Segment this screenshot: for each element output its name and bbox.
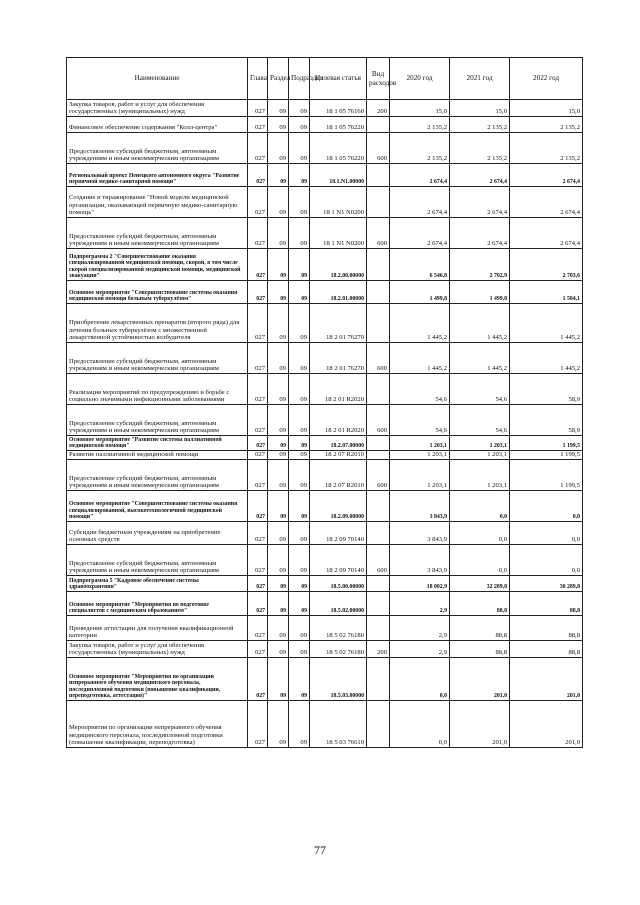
cell-name: Региональный проект Ненецкого автономного округа "Развитие первичной медико-санитарной помощи" xyxy=(67,164,248,187)
header-statya: Целевая статья xyxy=(310,58,367,100)
cell-2021: 1 445,2 xyxy=(450,343,510,374)
table-row xyxy=(67,281,583,304)
cell-vid xyxy=(367,616,390,641)
cell-razdel: 09 xyxy=(268,576,289,592)
cell-2020: 6 546,8 xyxy=(390,249,450,281)
cell-vid xyxy=(367,187,390,218)
cell-podrazdel: 09 xyxy=(289,133,310,164)
table-row xyxy=(67,460,583,491)
table-row xyxy=(67,491,583,522)
cell-glava: 027 xyxy=(248,343,268,374)
cell-2022: 2 135,2 xyxy=(510,133,583,164)
table-row xyxy=(67,187,583,218)
cell-name: Предоставление субсидий бюджетным, автономным учреждениям и иным некоммерческим организациям xyxy=(67,405,248,436)
cell-2021: 1 203,1 xyxy=(450,460,510,491)
cell-razdel: 09 xyxy=(268,117,289,133)
cell-2020: 1 203,1 xyxy=(390,460,450,491)
cell-name: Предоставление субсидий бюджетным, автономным учреждениям и иным некоммерческим организациям xyxy=(67,218,248,249)
header-name: Наименование xyxy=(67,58,248,100)
cell-razdel: 09 xyxy=(268,405,289,436)
cell-podrazdel: 09 xyxy=(289,616,310,641)
table-header-row xyxy=(67,58,583,100)
cell-2020: 54,6 xyxy=(390,405,450,436)
table-row xyxy=(67,592,583,616)
table-row xyxy=(67,701,583,748)
cell-glava: 027 xyxy=(248,218,268,249)
cell-name: Предоставление субсидий бюджетным, автономным учреждениям и иным некоммерческим организациям xyxy=(67,343,248,374)
cell-vid xyxy=(367,451,390,460)
cell-2020: 2 135,2 xyxy=(390,133,450,164)
cell-statya: 18 2 01 76270 xyxy=(310,343,367,374)
cell-2022: 88,8 xyxy=(510,592,583,616)
cell-name: Реализация мероприятий по предупреждению и борьбе с социально значимыми инфекционными заболеваниями xyxy=(67,374,248,405)
cell-podrazdel: 09 xyxy=(289,164,310,187)
cell-statya: 18 5 02 76180 xyxy=(310,641,367,658)
cell-glava: 027 xyxy=(248,545,268,576)
cell-vid xyxy=(367,701,390,748)
cell-name: Основное мероприятие "Мероприятия по подготовке специалистов с медицинским образованием" xyxy=(67,592,248,616)
cell-glava: 027 xyxy=(248,405,268,436)
cell-statya: 18 1 05 76220 xyxy=(310,133,367,164)
cell-vid xyxy=(367,164,390,187)
cell-2021: 2 135,2 xyxy=(450,117,510,133)
cell-podrazdel: 09 xyxy=(289,281,310,304)
cell-2022: 58,9 xyxy=(510,405,583,436)
cell-vid xyxy=(367,117,390,133)
cell-2020: 2,9 xyxy=(390,641,450,658)
table-row xyxy=(67,576,583,592)
cell-glava: 027 xyxy=(248,100,268,117)
cell-2022: 15,0 xyxy=(510,100,583,117)
cell-podrazdel: 09 xyxy=(289,304,310,343)
cell-2021: 15,0 xyxy=(450,100,510,117)
cell-statya: 18.1.N1.00000 xyxy=(310,164,367,187)
cell-razdel: 09 xyxy=(268,451,289,460)
cell-statya: 18 2 01 R2020 xyxy=(310,405,367,436)
cell-statya: 18 1 05 76160 xyxy=(310,100,367,117)
cell-vid xyxy=(367,281,390,304)
cell-vid xyxy=(367,436,390,451)
cell-statya: 18 2 01 R2020 xyxy=(310,374,367,405)
cell-glava: 027 xyxy=(248,451,268,460)
cell-2021: 201,0 xyxy=(450,701,510,748)
cell-vid: 200 xyxy=(367,100,390,117)
cell-vid xyxy=(367,491,390,522)
cell-glava: 027 xyxy=(248,701,268,748)
cell-podrazdel: 09 xyxy=(289,249,310,281)
cell-vid: 200 xyxy=(367,641,390,658)
cell-podrazdel: 09 xyxy=(289,374,310,405)
cell-2022: 88,8 xyxy=(510,616,583,641)
cell-glava: 027 xyxy=(248,616,268,641)
cell-razdel: 09 xyxy=(268,133,289,164)
table-row xyxy=(67,218,583,249)
table-row xyxy=(67,304,583,343)
cell-razdel: 09 xyxy=(268,164,289,187)
cell-2022: 2 674,4 xyxy=(510,218,583,249)
table-row xyxy=(67,616,583,641)
cell-vid: 600 xyxy=(367,460,390,491)
cell-2020: 3 843,9 xyxy=(390,545,450,576)
cell-razdel: 09 xyxy=(268,522,289,545)
cell-podrazdel: 09 xyxy=(289,522,310,545)
cell-razdel: 09 xyxy=(268,592,289,616)
cell-2020: 1 203,1 xyxy=(390,436,450,451)
cell-glava: 027 xyxy=(248,436,268,451)
cell-razdel: 09 xyxy=(268,249,289,281)
cell-2020: 54,6 xyxy=(390,374,450,405)
cell-2022: 0,0 xyxy=(510,522,583,545)
cell-glava: 027 xyxy=(248,658,268,701)
cell-glava: 027 xyxy=(248,522,268,545)
cell-razdel: 09 xyxy=(268,304,289,343)
cell-2022: 1 199,5 xyxy=(510,460,583,491)
cell-2020: 2 674,4 xyxy=(390,218,450,249)
cell-vid xyxy=(367,576,390,592)
header-2020: 2020 год xyxy=(390,58,450,100)
cell-razdel: 09 xyxy=(268,187,289,218)
cell-glava: 027 xyxy=(248,641,268,658)
cell-2022: 88,8 xyxy=(510,641,583,658)
cell-statya: 18 5 03 76610 xyxy=(310,701,367,748)
cell-2022: 1 199,5 xyxy=(510,436,583,451)
table-body xyxy=(67,100,583,748)
cell-vid xyxy=(367,592,390,616)
cell-vid xyxy=(367,374,390,405)
cell-podrazdel: 09 xyxy=(289,658,310,701)
cell-2022: 1 445,2 xyxy=(510,304,583,343)
cell-glava: 027 xyxy=(248,117,268,133)
cell-2021: 1 203,1 xyxy=(450,436,510,451)
cell-razdel: 09 xyxy=(268,491,289,522)
cell-2020: 2 674,4 xyxy=(390,187,450,218)
cell-razdel: 09 xyxy=(268,218,289,249)
cell-statya: 18.5.00.00000 xyxy=(310,576,367,592)
cell-name: Создание и тиражирование "Новой модели медицинской организации, оказывающей первичную медико-санитарную помощь" xyxy=(67,187,248,218)
cell-statya: 18.5.02.00000 xyxy=(310,592,367,616)
cell-statya: 18 2 07 R2010 xyxy=(310,451,367,460)
cell-podrazdel: 09 xyxy=(289,460,310,491)
cell-2021: 88,8 xyxy=(450,592,510,616)
cell-2021: 0,0 xyxy=(450,545,510,576)
cell-vid: 600 xyxy=(367,133,390,164)
cell-2021: 2 674,4 xyxy=(450,187,510,218)
cell-razdel: 09 xyxy=(268,616,289,641)
cell-2022: 201,0 xyxy=(510,701,583,748)
cell-statya: 18.5.03.00000 xyxy=(310,658,367,701)
cell-2020: 1 445,2 xyxy=(390,343,450,374)
cell-razdel: 09 xyxy=(268,374,289,405)
table-row xyxy=(67,451,583,460)
cell-podrazdel: 09 xyxy=(289,436,310,451)
cell-podrazdel: 09 xyxy=(289,100,310,117)
cell-glava: 027 xyxy=(248,281,268,304)
cell-2020: 2,9 xyxy=(390,592,450,616)
cell-2022: 2 703,6 xyxy=(510,249,583,281)
cell-statya: 18 2 01 76270 xyxy=(310,304,367,343)
cell-2021: 2 702,9 xyxy=(450,249,510,281)
cell-name: Субсидии бюджетным учреждениям на приобретение основных средств xyxy=(67,522,248,545)
cell-name: Основное мероприятие "Мероприятия по организации непрерывного обучения медицинского персонала, последипломной подготовки (повышение квалификации, переподготовка, аттестация)" xyxy=(67,658,248,701)
cell-2020: 3 843,9 xyxy=(390,522,450,545)
cell-2022: 1 445,2 xyxy=(510,343,583,374)
cell-razdel: 09 xyxy=(268,701,289,748)
table-row xyxy=(67,374,583,405)
cell-2020: 1 445,2 xyxy=(390,304,450,343)
cell-name: Закупка товаров, работ и услуг для обеспечения государственных (муниципальных) нужд xyxy=(67,641,248,658)
cell-statya: 18 1 N1 N0200 xyxy=(310,218,367,249)
cell-name: Финансовое обеспечение содержания "Колл-центра" xyxy=(67,117,248,133)
cell-razdel: 09 xyxy=(268,343,289,374)
cell-name: Основное мероприятие "Совершенствование системы оказания медицинской помощи больным туберкулёзом" xyxy=(67,281,248,304)
cell-glava: 027 xyxy=(248,133,268,164)
cell-2021: 32 289,8 xyxy=(450,576,510,592)
cell-glava: 027 xyxy=(248,304,268,343)
cell-2020: 0,0 xyxy=(390,701,450,748)
table-row xyxy=(67,133,583,164)
cell-glava: 027 xyxy=(248,187,268,218)
cell-2020: 1 499,8 xyxy=(390,281,450,304)
cell-statya: 18.2.00.00000 xyxy=(310,249,367,281)
cell-vid xyxy=(367,522,390,545)
cell-podrazdel: 09 xyxy=(289,187,310,218)
cell-podrazdel: 09 xyxy=(289,545,310,576)
cell-name: Предоставление субсидий бюджетным, автономным учреждениям и иным некоммерческим организациям xyxy=(67,133,248,164)
cell-name: Мероприятия по организации непрерывного обучения медицинского персонала, последипломной подготовки (повышение квалификации, переподготовка) xyxy=(67,701,248,748)
table-row xyxy=(67,343,583,374)
cell-statya: 18.2.07.00000 xyxy=(310,436,367,451)
cell-razdel: 09 xyxy=(268,460,289,491)
header-razdel: Раздел xyxy=(268,58,289,100)
cell-razdel: 09 xyxy=(268,100,289,117)
cell-2020: 15,0 xyxy=(390,100,450,117)
cell-2022: 201,0 xyxy=(510,658,583,701)
cell-2021: 0,0 xyxy=(450,522,510,545)
cell-2020: 2 674,4 xyxy=(390,164,450,187)
table-row xyxy=(67,100,583,117)
cell-2021: 1 445,2 xyxy=(450,304,510,343)
cell-podrazdel: 09 xyxy=(289,343,310,374)
header-podrazdel: Подраздел xyxy=(289,58,310,100)
cell-2021: 201,0 xyxy=(450,658,510,701)
cell-vid: 600 xyxy=(367,343,390,374)
table-row xyxy=(67,436,583,451)
cell-name: Предоставление субсидий бюджетным, автономным учреждениям и иным некоммерческим организациям xyxy=(67,460,248,491)
cell-razdel: 09 xyxy=(268,641,289,658)
table-row xyxy=(67,658,583,701)
cell-2022: 0,0 xyxy=(510,491,583,522)
cell-2020: 3 843,9 xyxy=(390,491,450,522)
cell-name: Закупка товаров, работ и услуг для обеспечения государственных (муниципальных) нужд xyxy=(67,100,248,117)
cell-glava: 027 xyxy=(248,592,268,616)
cell-glava: 027 xyxy=(248,249,268,281)
cell-name: Предоставление субсидий бюджетным, автономным учреждениям и иным некоммерческим организациям xyxy=(67,545,248,576)
cell-podrazdel: 09 xyxy=(289,451,310,460)
cell-podrazdel: 09 xyxy=(289,117,310,133)
cell-2020: 2 135,2 xyxy=(390,117,450,133)
cell-statya: 18 2 09 70140 xyxy=(310,522,367,545)
cell-2021: 2 674,4 xyxy=(450,164,510,187)
cell-razdel: 09 xyxy=(268,281,289,304)
cell-podrazdel: 09 xyxy=(289,701,310,748)
cell-podrazdel: 09 xyxy=(289,576,310,592)
cell-statya: 18 1 05 76220 xyxy=(310,117,367,133)
cell-vid: 600 xyxy=(367,545,390,576)
cell-2022: 1 504,1 xyxy=(510,281,583,304)
table-row xyxy=(67,545,583,576)
cell-podrazdel: 09 xyxy=(289,641,310,658)
cell-statya: 18.2.01.00000 xyxy=(310,281,367,304)
cell-glava: 027 xyxy=(248,460,268,491)
table-row xyxy=(67,641,583,658)
cell-2021: 1 203,1 xyxy=(450,451,510,460)
cell-statya: 18 1 N1 N0200 xyxy=(310,187,367,218)
cell-statya: 18 5 02 76180 xyxy=(310,616,367,641)
cell-podrazdel: 09 xyxy=(289,491,310,522)
cell-vid xyxy=(367,658,390,701)
cell-glava: 027 xyxy=(248,491,268,522)
cell-2022: 2 135,2 xyxy=(510,117,583,133)
cell-2021: 54,6 xyxy=(450,374,510,405)
table-row xyxy=(67,117,583,133)
cell-statya: 18 2 07 R2010 xyxy=(310,460,367,491)
cell-podrazdel: 09 xyxy=(289,405,310,436)
cell-2022: 2 674,4 xyxy=(510,187,583,218)
cell-2021: 88,8 xyxy=(450,616,510,641)
cell-2021: 0,0 xyxy=(450,491,510,522)
cell-name: Приобретение лекарственных препаратов (второго ряда) для лечения больных туберкулёзом с множественной лекарственной устойчивостью возбудителя xyxy=(67,304,248,343)
table-row xyxy=(67,405,583,436)
cell-name: Проведение аттестации для получения квалификационной категории xyxy=(67,616,248,641)
header-vid: Вид расходов xyxy=(367,58,390,100)
cell-name: Подпрограмма 2 "Совершенствование оказания специализированной медицинской помощи, скорой, в том числе скорой специализированной медицинской помощи, медицинской эвакуации" xyxy=(67,249,248,281)
cell-2020: 0,0 xyxy=(390,658,450,701)
cell-vid xyxy=(367,304,390,343)
table-row xyxy=(67,522,583,545)
cell-2021: 54,6 xyxy=(450,405,510,436)
cell-glava: 027 xyxy=(248,374,268,405)
cell-glava: 027 xyxy=(248,576,268,592)
cell-2020: 1 203,1 xyxy=(390,451,450,460)
budget-table xyxy=(66,57,583,748)
cell-2022: 0,0 xyxy=(510,545,583,576)
header-glava: Глава xyxy=(248,58,268,100)
cell-name: Развитие паллиативной медицинской помощи xyxy=(67,451,248,460)
cell-vid xyxy=(367,249,390,281)
cell-2022: 1 199,5 xyxy=(510,451,583,460)
cell-2021: 2 674,4 xyxy=(450,218,510,249)
cell-podrazdel: 09 xyxy=(289,218,310,249)
cell-vid: 600 xyxy=(367,405,390,436)
table-row xyxy=(67,249,583,281)
cell-razdel: 09 xyxy=(268,436,289,451)
cell-2021: 2 135,2 xyxy=(450,133,510,164)
cell-2021: 88,8 xyxy=(450,641,510,658)
cell-2022: 2 674,4 xyxy=(510,164,583,187)
header-2021: 2021 год xyxy=(450,58,510,100)
cell-2020: 2,9 xyxy=(390,616,450,641)
cell-name: Основное мероприятие "Развитие системы паллиативной медицинской помощи" xyxy=(67,436,248,451)
cell-2020: 18 002,9 xyxy=(390,576,450,592)
cell-statya: 18 2 09 70140 xyxy=(310,545,367,576)
header-2022: 2022 год xyxy=(510,58,583,100)
cell-razdel: 09 xyxy=(268,658,289,701)
cell-glava: 027 xyxy=(248,164,268,187)
cell-statya: 18.2.09.00000 xyxy=(310,491,367,522)
cell-razdel: 09 xyxy=(268,545,289,576)
cell-vid: 600 xyxy=(367,218,390,249)
table-row xyxy=(67,164,583,187)
cell-name: Подпрограмма 5 "Кадровое обеспечение системы здравоохранения" xyxy=(67,576,248,592)
cell-name: Основное мероприятие "Совершенствование системы оказания специализированной, высокотехнологичной медицинской помощи" xyxy=(67,491,248,522)
cell-2021: 1 499,8 xyxy=(450,281,510,304)
cell-2022: 30 289,8 xyxy=(510,576,583,592)
page-number: 77 xyxy=(314,843,326,857)
cell-2022: 58,9 xyxy=(510,374,583,405)
cell-podrazdel: 09 xyxy=(289,592,310,616)
